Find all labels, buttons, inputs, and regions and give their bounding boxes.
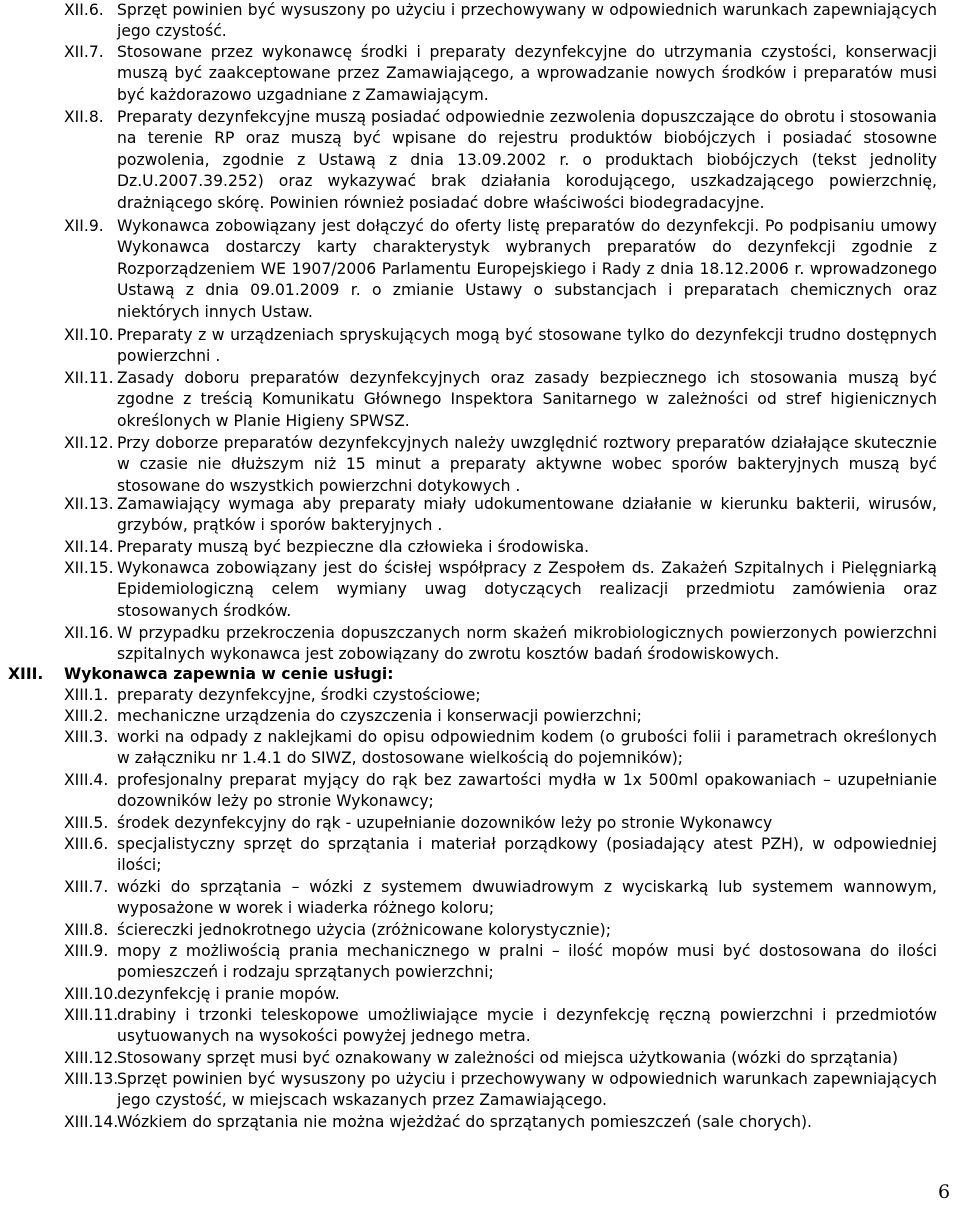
item-text: specjalistyczny sprzęt do sprzątania i materiał porządkowy (posiadający atest PZH), w odpowiedniej ilości;: [117, 835, 937, 875]
item-text: Preparaty muszą być bezpieczne dla człowieka i środowiska.: [117, 538, 590, 556]
item-number: XII.6.: [64, 1, 104, 19]
item-number: XIII.11.: [64, 1006, 119, 1024]
item-text: Wózkiem do sprzątania nie można wjeżdżać do sprzątanych pomieszczeń (sale chorych).: [117, 1113, 813, 1131]
item-number: XIII.10.: [64, 985, 119, 1003]
item-number: XII.15.: [64, 559, 114, 577]
page-number: 6: [938, 1181, 951, 1203]
item-text: Preparaty z w urządzeniach spryskujących mogą być stosowane tylko do dezynfekcji trudno dostępnych powierzchni .: [117, 326, 937, 366]
item-number: XIII.14.: [64, 1113, 119, 1131]
item-text: dezynfekcję i pranie mopów.: [117, 985, 340, 1003]
item-number: XIII.12.: [64, 1049, 119, 1067]
item-text: Preparaty dezynfekcyjne muszą posiadać odpowiednie zezwolenia dopuszczające do obrotu i stosowania na terenie RP oraz muszą być wpisane do rejestru produktów biobójczych i posiadać stosowne pozwolenia, zgodnie z Ustawą z dnia 13.09.2002 r. o produktach biobójczych (tekst jednolity Dz.U.2007.39.252) oraz wykazywać brak działania korodującego, uszkadzającego powierzchnię, drażniącego skórę. Powinien również posiadać dobre właściwości biodegradacyjne.: [117, 108, 937, 212]
item-number: XIII.6.: [64, 835, 109, 853]
item-number: XIII.8.: [64, 921, 109, 939]
item-text: Stosowany sprzęt musi być oznakowany w zależności od miejsca użytkowania (wózki do sprzątania): [117, 1049, 899, 1067]
section-title: Wykonawca zapewnia w cenie usługi:: [64, 665, 394, 683]
section-number: XIII.: [8, 665, 44, 683]
item-text: Wykonawca zobowiązany jest do ścisłej współpracy z Zespołem ds. Zakażeń Szpitalnych i Pielęgniarką Epidemiologiczną celem wymiany uwag dotyczących realizacji przedmiotu zamówienia oraz stosowanych środków.: [117, 559, 937, 620]
item-text: środek dezynfekcyjny do rąk - uzupełnianie dozowników leży po stronie Wykonawcy: [117, 814, 773, 832]
item-number: XII.14.: [64, 538, 114, 556]
item-number: XIII.3.: [64, 728, 109, 746]
item-text: Sprzęt powinien być wysuszony po użyciu i przechowywany w odpowiednich warunkach zapewniających jego czystość.: [117, 1, 937, 41]
item-number: XIII.13.: [64, 1070, 119, 1088]
item-text: Stosowane przez wykonawcę środki i preparaty dezynfekcyjne do utrzymania czystości, konserwacji muszą być zaakceptowane przez Zamawiającego, a wprowadzanie nowych środków i preparatów musi być każdorazowo uzgadniane z Zamawiającym.: [117, 43, 937, 104]
item-number: XII.9.: [64, 217, 104, 235]
item-number: XII.16.: [64, 624, 114, 642]
item-number: XIII.7.: [64, 878, 109, 896]
item-number: XIII.2.: [64, 707, 109, 725]
item-text: mopy z możliwością prania mechanicznego w pralni – ilość mopów musi być dostosowana do ilości pomieszczeń i rodzaju sprzątanych powierzchni;: [117, 942, 937, 982]
item-text: preparaty dezynfekcyjne, środki czystościowe;: [117, 686, 481, 704]
item-text: Zasady doboru preparatów dezynfekcyjnych oraz zasady bezpiecznego ich stosowania muszą być zgodne z treścią Komunikatu Głównego Inspektora Sanitarnego w zależności od stref higienicznych określonych w Planie Higieny SPWSZ.: [117, 369, 937, 430]
item-number: XIII.1.: [64, 686, 109, 704]
item-text: wózki do sprzątania – wózki z systemem dwuwiadrowym z wyciskarką lub systemem wannowym, wyposażone w worek i wiaderka różnego koloru;: [117, 878, 937, 918]
item-text: Sprzęt powinien być wysuszony po użyciu i przechowywany w odpowiednich warunkach zapewniających jego czystość, w miejscach wskazanych przez Zamawiającego.: [117, 1070, 937, 1110]
item-text: ściereczki jednokrotnego użycia (zróżnicowane kolorystycznie);: [117, 921, 611, 939]
item-number: XIII.5.: [64, 814, 109, 832]
item-text: drabiny i trzonki teleskopowe umożliwiające mycie i dezynfekcję ręczną powierzchni i przedmiotów usytuowanych na wysokości powyżej jednego metra.: [117, 1006, 937, 1046]
item-number: XII.10.: [64, 326, 114, 344]
item-number: XIII.4.: [64, 771, 109, 789]
item-text: profesjonalny preparat myjący do rąk bez zawartości mydła w 1x 500ml opakowaniach – uzupełnianie dozowników leży po stronie Wykonawcy;: [117, 771, 937, 811]
item-number: XIII.9.: [64, 942, 109, 960]
item-text: Wykonawca zobowiązany jest dołączyć do oferty listę preparatów do dezynfekcji. Po podpisaniu umowy Wykonawca dostarczy karty charakterystyk wybranych preparatów do dezynfekcji zgodnie z Rozporządzeniem WE 1907/2006 Parlamentu Europejskiego i Rady z dnia 18.12.2006 r. wprowadzonego Ustawą z dnia 09.01.2009 r. o zmianie Ustawy o substancjach i preparatach chemicznych oraz niektórych innych Ustaw.: [117, 217, 937, 321]
item-number: XII.8.: [64, 108, 104, 126]
item-text: Przy doborze preparatów dezynfekcyjnych należy uwzględnić roztwory preparatów działające skutecznie w czasie nie dłuższym niż 15 minut a preparaty aktywne wobec sporów bakteryjnych muszą być stosowane do wszystkich powierzchni dotykowych .: [117, 434, 937, 495]
item-number: XII.13.: [64, 495, 114, 513]
item-text: W przypadku przekroczenia dopuszczanych norm skażeń mikrobiologicznych powierzonych powierzchni szpitalnych wykonawca jest zobowiązany do zwrotu kosztów badań środowiskowych.: [117, 624, 937, 664]
item-number: XII.12.: [64, 434, 114, 452]
item-text: worki na odpady z naklejkami do opisu odpowiednim kodem (o grubości folii i parametrach określonych w załączniku nr 1.4.1 do SIWZ, dostosowane wielkością do pojemników);: [117, 728, 937, 768]
item-number: XII.11.: [64, 369, 114, 387]
item-number: XII.7.: [64, 43, 104, 61]
item-text: Zamawiający wymaga aby preparaty miały udokumentowane działanie w kierunku bakterii, wirusów, grzybów, prątków i sporów bakteryjnych .: [117, 495, 937, 535]
item-text: mechaniczne urządzenia do czyszczenia i konserwacji powierzchni;: [117, 707, 642, 725]
